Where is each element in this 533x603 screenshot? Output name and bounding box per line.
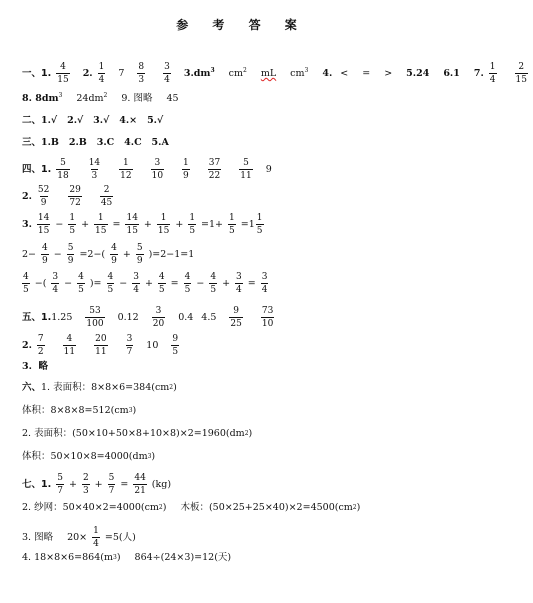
- text-segment: 20×: [67, 532, 88, 544]
- numerator: 1: [93, 526, 99, 536]
- fraction: [68, 213, 76, 237]
- numerator: 4: [60, 62, 66, 72]
- text-segment: 0.4: [178, 312, 194, 324]
- fraction: [256, 213, 264, 237]
- numerator: 5: [57, 473, 63, 483]
- numerator: 29: [69, 185, 81, 195]
- section-5-label: 五、1.: [22, 312, 52, 324]
- fraction: [63, 334, 76, 358]
- section-2-label: 二、: [22, 115, 42, 126]
- text-segment: +: [94, 479, 103, 491]
- section-4-equation-2: [22, 243, 194, 267]
- denominator: 5: [256, 226, 263, 237]
- text-segment: −(: [34, 278, 47, 290]
- section-4-line-1: [22, 158, 272, 182]
- section-6-line-1: 六、 1. 表面积：8×8×6=384(cm 2 ): [22, 382, 177, 393]
- numerator: 5: [243, 158, 249, 168]
- q8-answer-b: $24dm^2$: [76, 91, 108, 104]
- q9-answer: 9. 图略: [121, 93, 153, 104]
- denominator: 18: [57, 171, 69, 182]
- numerator: 7: [37, 334, 44, 344]
- section-3-label: 三、: [22, 137, 42, 148]
- text-segment: 2. 表面积：(50×10+50×8+10×8)×2=1960(dm: [22, 428, 245, 439]
- fraction: [110, 243, 118, 267]
- denominator: 22: [208, 171, 221, 182]
- section-5-line-3: [22, 362, 48, 372]
- fraction: [67, 243, 75, 267]
- fraction: [51, 272, 59, 296]
- fraction: [228, 213, 236, 237]
- answer-value: 7: [118, 68, 125, 80]
- q2-label: 2.: [82, 68, 93, 80]
- numerator: 5: [108, 473, 115, 483]
- text-segment: ): [248, 428, 253, 439]
- fraction: [56, 62, 69, 86]
- section-2-answers: 1.√ 2.√ 3.√ 4.× 5.√: [41, 115, 164, 126]
- numerator: 1: [160, 213, 167, 223]
- text-segment: cm: [290, 68, 305, 80]
- section-6-line-3: 2. 表面积：(50×10+50×8+10×8)×2=1960(dm 2 ): [22, 428, 253, 439]
- text-segment: −: [196, 278, 205, 290]
- numerator: 1: [97, 213, 104, 223]
- fraction: [125, 213, 138, 237]
- text-segment: +: [175, 219, 184, 231]
- numerator: 53: [89, 306, 101, 316]
- denominator: 9: [136, 256, 143, 267]
- text-segment: )=: [89, 278, 102, 290]
- q2-label: 2.: [22, 340, 32, 352]
- denominator: 7: [57, 486, 63, 497]
- page-title: 参 考 答 案: [176, 18, 307, 32]
- numerator: 3: [126, 334, 133, 344]
- fraction: [235, 272, 243, 296]
- section-6-label: 六、: [22, 382, 42, 393]
- text-segment: =: [112, 219, 121, 231]
- fraction: [94, 334, 107, 358]
- denominator: 9: [42, 256, 48, 267]
- fraction: [171, 334, 179, 358]
- section-3-answers: 1.B 2.B 3.C 4.C 5.A: [41, 137, 169, 148]
- numerator: 4: [42, 243, 48, 253]
- section-4-equation-3: [22, 272, 273, 296]
- numerator: 73: [261, 306, 274, 316]
- fraction: [37, 334, 45, 358]
- fraction: [184, 272, 192, 296]
- fraction: [37, 213, 50, 237]
- denominator: 3: [82, 486, 89, 497]
- denominator: 4: [133, 285, 139, 296]
- section-6-line-4: 体积：50×10×8=4000(dm 3 ): [22, 451, 156, 462]
- text-segment: ): [116, 552, 121, 563]
- fraction: [157, 213, 170, 237]
- denominator: 4: [98, 75, 105, 86]
- denominator: 5: [189, 226, 196, 237]
- numerator: 1: [69, 213, 76, 223]
- q6-answer: 6.1: [443, 68, 460, 80]
- numerator: 14: [37, 213, 50, 223]
- numerator: 3: [154, 158, 161, 168]
- fraction: [68, 185, 81, 209]
- denominator: 5: [184, 285, 191, 296]
- text-segment: =1: [240, 219, 255, 231]
- fraction: [92, 526, 100, 550]
- text-segment: ): [132, 405, 137, 416]
- numerator: 37: [208, 158, 221, 168]
- text-segment: 8. 8dm: [22, 93, 59, 104]
- text-segment: −: [119, 278, 128, 290]
- numerator: 44: [134, 473, 146, 483]
- text-segment: −: [55, 219, 64, 231]
- numerator: 1: [489, 62, 496, 72]
- section-1-label: 一、1.: [22, 68, 52, 80]
- denominator: 5: [78, 285, 84, 296]
- section-4-equation-1: [22, 213, 269, 237]
- denominator: 5: [107, 285, 114, 296]
- denominator: 7: [126, 347, 133, 358]
- denominator: 10: [261, 319, 274, 330]
- numerator: 3: [164, 62, 170, 72]
- section-7-label: 七、1.: [22, 479, 52, 491]
- compare-lt: <: [340, 68, 349, 80]
- fraction: [133, 473, 146, 497]
- text-segment: 木板：(50×25+25×40)×2=4500(cm: [180, 502, 353, 513]
- numerator: 4: [210, 272, 217, 282]
- fraction: [82, 473, 90, 497]
- fraction: [119, 158, 132, 182]
- text-segment: 10: [146, 340, 159, 352]
- fraction: [22, 272, 30, 296]
- section-4-line-2: [22, 185, 118, 209]
- fraction: [126, 334, 134, 358]
- fraction: [182, 158, 190, 182]
- fraction: [98, 62, 106, 86]
- fraction: [515, 62, 528, 86]
- numerator: 3: [155, 306, 162, 316]
- text-segment: +: [122, 249, 131, 261]
- denominator: 5: [23, 285, 29, 296]
- numerator: 3: [52, 272, 59, 282]
- numerator: 2: [518, 62, 525, 72]
- section-7-line-2: 2. 纱网：50×40×2=4000(cm 2 ) 木板：(50×25+25×40)×2=4500(cm 2 ): [22, 502, 361, 513]
- numerator: 8: [138, 62, 145, 72]
- answer-value: 9: [265, 164, 272, 176]
- text-segment: −: [53, 249, 62, 261]
- denominator: 5: [69, 226, 76, 237]
- fraction: [489, 62, 497, 86]
- text-segment: −: [64, 278, 73, 290]
- section-7-line-4: 4. 18×8×6=864(m 3 ) 864÷(24×3)=12(天): [22, 552, 232, 563]
- section-4-label: 四、1.: [22, 164, 52, 176]
- denominator: 3: [138, 75, 145, 86]
- text-segment: =: [247, 278, 256, 290]
- numerator: 14: [126, 213, 138, 223]
- denominator: 15: [515, 75, 527, 86]
- section-1-line-2: [22, 91, 179, 104]
- text-segment: +: [222, 278, 231, 290]
- numerator: 3: [261, 272, 268, 282]
- fraction: [261, 306, 274, 330]
- compare-eq: =: [362, 68, 371, 80]
- fraction: [163, 62, 171, 86]
- fraction: [56, 158, 69, 182]
- numerator: 1: [189, 213, 196, 223]
- numerator: 4: [107, 272, 114, 282]
- text-segment: =5(人): [104, 532, 136, 544]
- denominator: 9: [67, 256, 74, 267]
- fraction: [108, 473, 116, 497]
- q8-answer: 8. $8dm^3$: [22, 91, 63, 104]
- denominator: 2: [37, 347, 44, 358]
- fraction: [132, 272, 140, 296]
- numerator: 2: [82, 473, 89, 483]
- numerator: 1: [229, 213, 235, 223]
- text-segment: +: [144, 278, 153, 290]
- denominator: 100: [86, 319, 104, 330]
- denominator: 12: [120, 171, 132, 182]
- denominator: 4: [52, 285, 59, 296]
- denominator: 3: [91, 171, 98, 182]
- fraction: [136, 243, 144, 267]
- section-5-line-1: [22, 306, 279, 330]
- section-6-line-2: 体积：8×8×8=512(cm 3 ): [22, 405, 137, 416]
- denominator: 20: [152, 319, 165, 330]
- denominator: 45: [100, 198, 113, 209]
- denominator: 72: [69, 198, 81, 209]
- q3-label: 3.: [22, 219, 32, 231]
- text-segment: 1. 表面积：8×8×6=384(cm: [41, 382, 170, 393]
- text-segment: ): [356, 502, 361, 513]
- q3-label: $3.dm^3$: [183, 66, 215, 80]
- denominator: 5: [210, 285, 217, 296]
- numerator: 1: [123, 158, 129, 168]
- numerator: 9: [233, 306, 239, 316]
- fraction: [94, 213, 107, 237]
- denominator: 7: [108, 486, 115, 497]
- numerator: 14: [88, 158, 101, 168]
- text-segment: +: [81, 219, 90, 231]
- numerator: 52: [37, 185, 50, 195]
- text-segment: 24dm: [76, 93, 104, 104]
- numerator: 5: [67, 243, 74, 253]
- section-3: [22, 138, 169, 148]
- section-7-line-1: [22, 473, 171, 497]
- unit-cm3: $cm^3$: [290, 66, 309, 80]
- denominator: 4: [164, 75, 170, 86]
- fraction: [137, 62, 145, 86]
- section-2: [22, 116, 163, 126]
- fraction: [88, 158, 101, 182]
- fraction: [208, 158, 221, 182]
- denominator: 5: [172, 347, 179, 358]
- text-segment: 体积：50×10×8=4000(dm: [22, 451, 148, 462]
- text-segment: =1+: [201, 219, 224, 231]
- denominator: 11: [63, 347, 76, 358]
- denominator: 25: [230, 319, 242, 330]
- text-segment: 4.5: [201, 312, 217, 324]
- text-segment: 3.dm: [183, 68, 211, 80]
- fraction: [261, 272, 269, 296]
- denominator: 11: [240, 171, 252, 182]
- fraction: [41, 243, 49, 267]
- denominator: 5: [229, 226, 235, 237]
- numerator: 4: [78, 272, 84, 282]
- text-segment: (kg): [151, 479, 172, 491]
- denominator: 5: [158, 285, 165, 296]
- denominator: 15: [157, 226, 170, 237]
- denominator: 4: [236, 285, 242, 296]
- text-segment: )=2−1=1: [148, 249, 195, 261]
- q5-answer: 5.24: [406, 68, 430, 80]
- denominator: 15: [126, 226, 138, 237]
- denominator: 10: [151, 171, 164, 182]
- compare-gt: >: [384, 68, 393, 80]
- numerator: 4: [111, 243, 117, 253]
- denominator: 15: [57, 75, 69, 86]
- numerator: 4: [23, 272, 29, 282]
- numerator: 9: [172, 334, 179, 344]
- text-segment: ): [151, 451, 156, 462]
- q7-label: 7.: [473, 68, 484, 80]
- numerator: 4: [158, 272, 165, 282]
- denominator: 21: [134, 486, 146, 497]
- numerator: 1: [183, 158, 189, 168]
- denominator: 4: [489, 75, 496, 86]
- fraction: [209, 272, 217, 296]
- fraction: [188, 213, 196, 237]
- denominator: 4: [93, 539, 99, 550]
- text-segment: =: [120, 479, 129, 491]
- fraction: [239, 158, 252, 182]
- denominator: 15: [95, 226, 107, 237]
- numerator: 4: [184, 272, 191, 282]
- text-segment: ): [162, 502, 167, 513]
- q2-label: 2.: [22, 191, 32, 203]
- fraction: [229, 306, 242, 330]
- fraction: [85, 306, 104, 330]
- denominator: 9: [40, 198, 47, 209]
- text-segment: =2−(: [79, 249, 106, 261]
- denominator: 9: [111, 256, 117, 267]
- fraction: [56, 473, 64, 497]
- fraction: [151, 158, 164, 182]
- numerator: 2: [103, 185, 110, 195]
- fraction: [107, 272, 115, 296]
- denominator: 4: [261, 285, 268, 296]
- text-segment: +: [68, 479, 77, 491]
- numerator: 5: [136, 243, 143, 253]
- text-segment: 2−: [22, 249, 37, 261]
- text-segment: +: [143, 219, 152, 231]
- numerator: 3: [236, 272, 242, 282]
- denominator: 9: [183, 171, 189, 182]
- numerator: 5: [60, 158, 66, 168]
- section-1-line-1: [22, 62, 533, 86]
- q4-label: 4.: [322, 68, 333, 80]
- q9-answer-b: 45: [166, 93, 179, 104]
- text-segment: 0.12: [117, 312, 139, 324]
- text-segment: ): [173, 382, 177, 393]
- numerator: 3: [133, 272, 139, 282]
- text-segment: 864÷(24×3)=12(天): [134, 552, 232, 563]
- text-segment: 4. 18×8×6=864(m: [22, 552, 113, 563]
- section-5-line-2: [22, 334, 184, 358]
- denominator: 15: [37, 226, 50, 237]
- denominator: 11: [95, 347, 107, 358]
- text-segment: 3. 图略: [22, 532, 54, 544]
- text-segment: cm: [228, 68, 244, 80]
- fraction: [37, 185, 50, 209]
- unit-cm2: $cm^2$: [228, 66, 247, 80]
- numerator: 1: [256, 213, 263, 223]
- section-7-line-3: [22, 526, 136, 550]
- unit-ml: mL: [260, 68, 277, 80]
- fraction: [158, 272, 166, 296]
- numerator: 20: [95, 334, 107, 344]
- fraction: [152, 306, 165, 330]
- text-segment: 1.25: [51, 312, 73, 324]
- numerator: 1: [98, 62, 105, 72]
- text-segment: 体积：8×8×8=512(cm: [22, 405, 129, 416]
- numerator: 4: [66, 334, 73, 344]
- text-segment: =: [170, 278, 179, 290]
- fraction: [77, 272, 85, 296]
- fraction: [100, 185, 113, 209]
- text-segment: 3. 略: [22, 361, 49, 372]
- text-segment: 2. 纱网：50×40×2=4000(cm: [22, 502, 159, 513]
